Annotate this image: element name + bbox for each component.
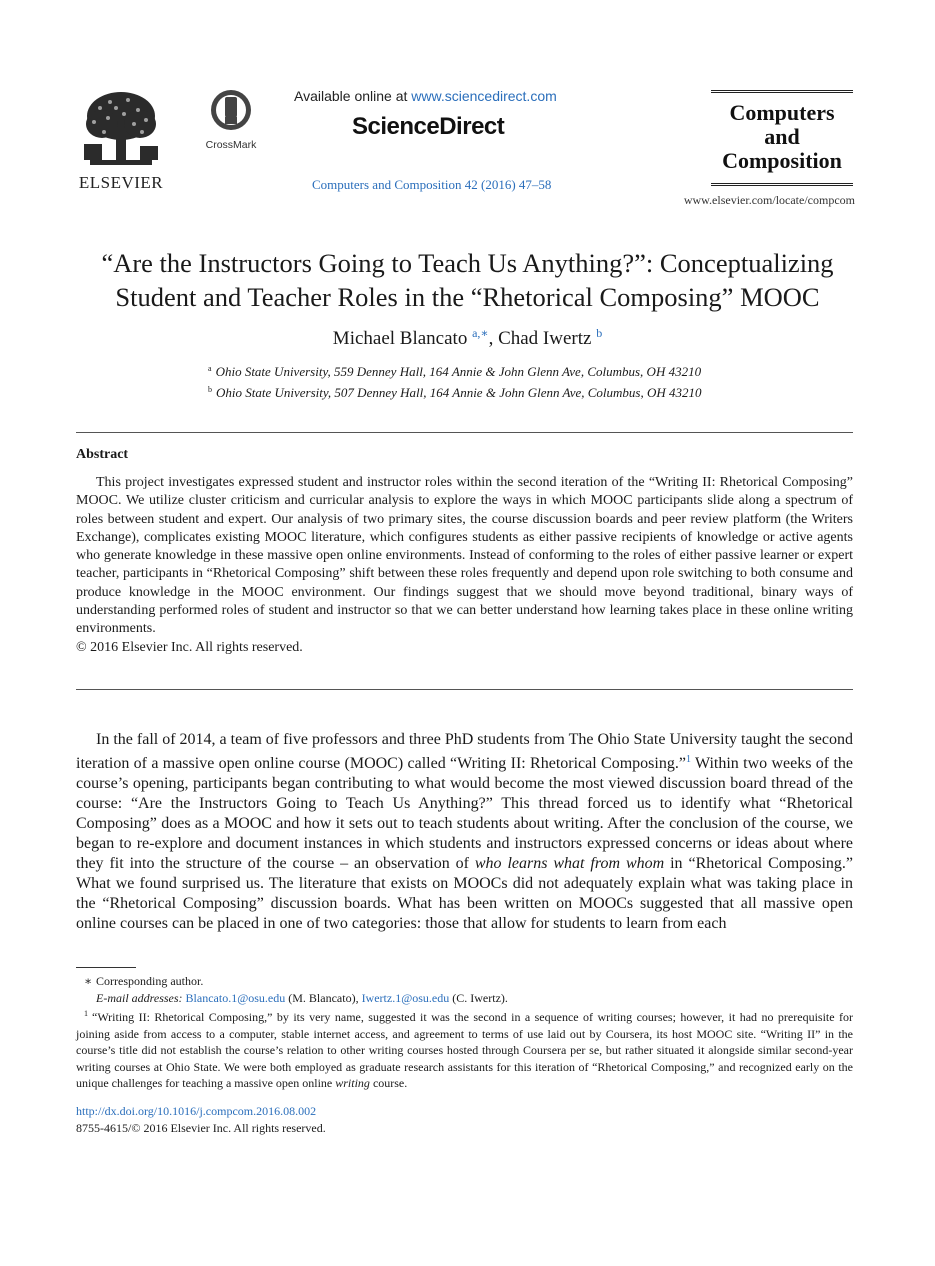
affiliation-mark: b: [208, 385, 212, 394]
article-title: “Are the Instructors Going to Teach Us Anything?”: Conceptualizing Student and Teacher Roles in the “Rhetorical Composing” MOOC: [101, 248, 834, 312]
footnote-mark: 1: [84, 1009, 88, 1018]
issn-copyright: 8755-4615/© 2016 Elsevier Inc. All rights reserved.: [76, 1121, 326, 1135]
divider: [76, 689, 853, 690]
journal-name: Computers and Composition: [722, 100, 842, 173]
crossmark-icon: [209, 88, 253, 132]
email-link[interactable]: Iwertz.1@osu.edu: [361, 990, 450, 1005]
footnote-text: Corresponding author.: [96, 974, 204, 988]
email-label: E-mail addresses:: [96, 990, 183, 1005]
abstract-copyright: © 2016 Elsevier Inc. All rights reserved.: [76, 640, 303, 655]
footnote-text: “Writing II: Rhetorical Composing,” by its very name, suggested it was the second in a sequence of writing courses; however, it had no prerequisite for joining aside from access to a computer, stable internet access, and agreement to terms of use laid out by Coursera, its host MOOC site. “Writing II” in the course’s title did not establish the course’s relation to other writing courses hosted through Coursera per se, but rather situated it alongside similar second-year writing courses at Ohio State. We were both employed as graduate research assistants for this iteration of “Rhetorical Composing,” and recognized early on the unique challenges for teaching a massive open online: [76, 1010, 853, 1090]
crossmark-label: CrossMark: [205, 139, 257, 151]
elsevier-wordmark: ELSEVIER: [78, 173, 164, 192]
divider: [76, 432, 853, 433]
affiliation-item: [200, 381, 740, 402]
abstract-heading: Abstract: [76, 447, 129, 462]
footnote-1: [76, 1006, 853, 1092]
footnote-mark: ∗: [84, 974, 93, 988]
affiliations: [200, 360, 740, 402]
journal-citation-link[interactable]: Computers and Composition 42 (2016) 47–58: [312, 177, 552, 192]
available-prefix: Available online at: [294, 88, 408, 104]
doi-link[interactable]: http://dx.doi.org/10.1016/j.compcom.2016.08.002: [76, 1104, 317, 1118]
footnote-text: course.: [369, 1076, 408, 1090]
footnote-ref[interactable]: 1: [685, 754, 691, 765]
abstract-body: This project investigates expressed student and instructor roles within the second iteration of the “Writing II: Rhetorical Composing” MOOC. We utilize cluster criticism and curricular analysis to explore the ways in which MOOC participants slide along a spectrum of roles between student and expert. Our analysis of two primary sites, the course discussion boards and peer review platform (the Writers Exchange), complicates existing MOOC literature, which configures students as either passive recipients of knowledge or active agents who generate knowledge in these massive open online environments. Instead of conforming to the roles of either passive learner or expert teacher, participants in “Rhetorical Composing” shift between these roles frequently and depend upon role switching to both consume and produce knowledge in the MOOC environment. Our findings suggest that we should move beyond traditional, binary ways of understanding performed roles of student and instructor so that we can better understand how learning takes place in these online writing environments.: [76, 475, 853, 637]
email-link[interactable]: Blancato.1@osu.edu: [185, 990, 286, 1005]
affiliation-text: Ohio State University, 559 Denney Hall, 164 Annie & John Glenn Ave, Columbus, OH 43210: [215, 364, 702, 379]
author-affiliation-mark[interactable]: b: [596, 326, 603, 340]
available-online: [294, 88, 594, 104]
sciencedirect-brand: ScienceDirect: [352, 113, 505, 140]
body-text: Within two weeks of the course’s opening, participants began contributing to what would become the most viewed discussion board thread of the course: “Are the Instructors Going to Teach Us Anything?” This thread forced us to identify what “Rhetorical Composing” does as a MOOC and how it sets out to teach students about writing. After the conclusion of the course, we began to re-explore and document instances in which students and instructors expressed concerns or ideas about where they fit into the structure of the course – an observation of: [76, 755, 854, 872]
author-separator: ,: [488, 328, 499, 349]
email-owner: (C. Iwertz).: [449, 990, 508, 1005]
affiliation-item: [200, 360, 740, 381]
body-emphasis: who learns what from whom: [474, 855, 665, 872]
journal-url[interactable]: www.elsevier.com/locate/compcom: [683, 193, 855, 207]
footnote-emphasis: writing: [335, 1076, 370, 1090]
journal-masthead: [711, 90, 853, 186]
elsevier-tree-icon: [80, 88, 162, 170]
affiliation-mark: a: [208, 364, 212, 373]
body-text: In the fall of 2014, a team of five professors and three PhD students from The Ohio State University taught the second iteration of a massive open online course (MOOC) called “Writing II: Rhetorical Composing.”: [76, 731, 853, 772]
affiliation-text: Ohio State University, 507 Denney Hall, 164 Annie & John Glenn Ave, Columbus, OH 43210: [216, 385, 702, 400]
author-affiliation-mark[interactable]: a,∗: [472, 326, 489, 340]
crossmark-badge[interactable]: [200, 88, 262, 150]
sciencedirect-link[interactable]: www.sciencedirect.com: [411, 88, 557, 104]
email-owner: (M. Blancato),: [285, 990, 362, 1005]
author-name: Michael Blancato: [332, 328, 468, 349]
email-note: [76, 990, 853, 1007]
body-text: in “Rhetorical Composing.” What we found surprised us. The literature that exists on MOOCs did not adequately explain what was taking place in the “Rhetorical Composing” discussion boards. What has been written on MOOCs suggested that all massive open online courses can be placed in one of two categories: those that allow for students to learn from each: [76, 855, 854, 932]
footnotes: [76, 973, 853, 1092]
corresponding-author-note: [76, 973, 853, 990]
author-name: Chad Iwertz: [498, 328, 592, 349]
footnote-divider: [76, 967, 136, 968]
elsevier-logo: [76, 88, 166, 192]
author-list: [70, 326, 865, 350]
body-paragraph: [76, 730, 853, 934]
